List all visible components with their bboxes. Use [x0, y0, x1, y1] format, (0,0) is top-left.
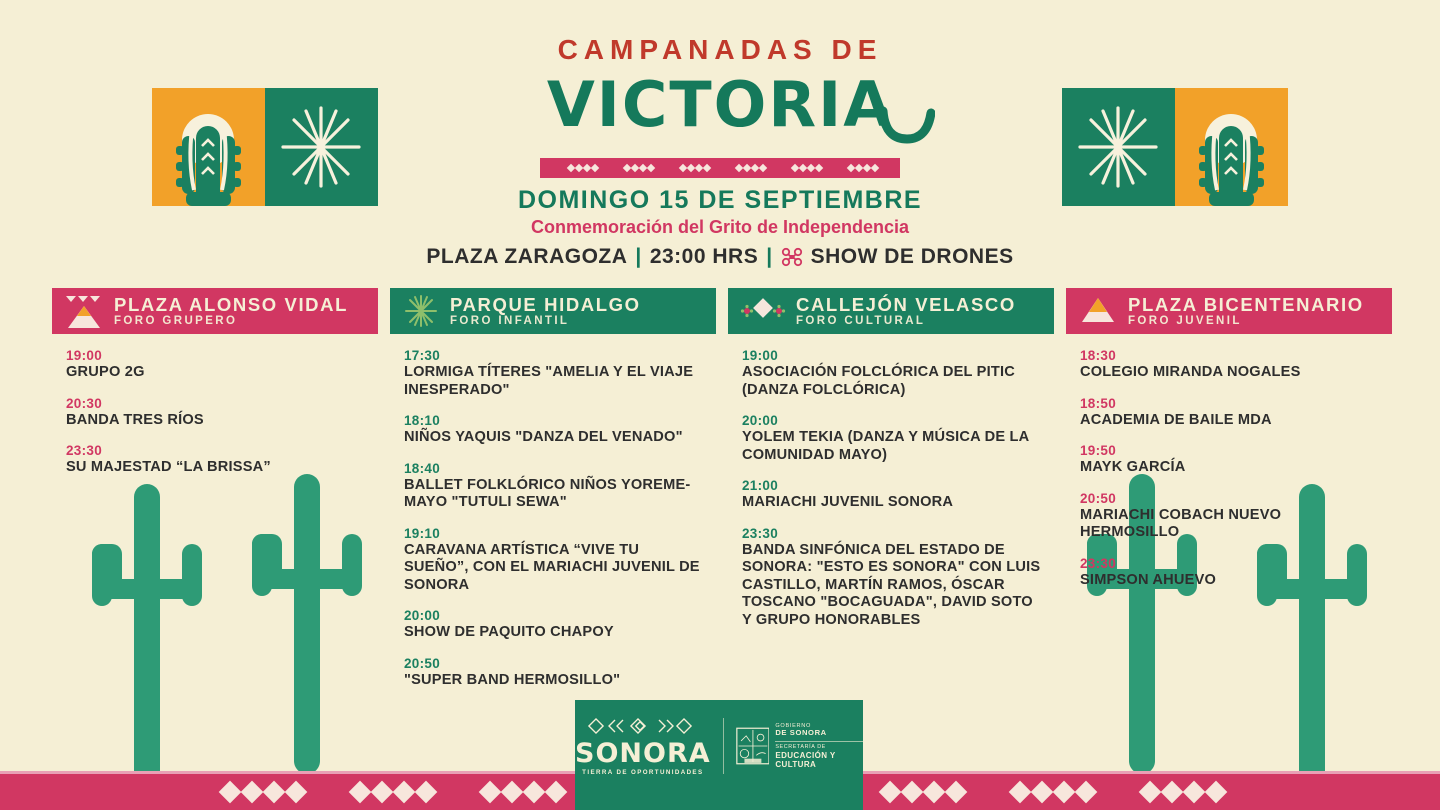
event-act: ASOCIACIÓN FOLCLÓRICA DEL PITIC (DANZA FOLCLÓRICA): [742, 364, 1015, 398]
stage-name: PLAZA BICENTENARIO: [1128, 294, 1364, 316]
venue-separator-2: |: [766, 245, 773, 268]
event-time: 23:30: [66, 443, 103, 458]
footer-logos: [575, 700, 863, 810]
venue-time: 23:00 HRS: [649, 245, 759, 268]
event-act: BALLET FOLKLÓRICO NIÑOS YOREME-MAYO "TUTULI SEWA": [404, 476, 691, 510]
venue-name: PLAZA ZARAGOZA: [426, 245, 628, 268]
poster-title: [0, 34, 1440, 141]
event-act: BANDA SINFÓNICA DEL ESTADO DE SONORA: "ESTO ES SONORA" CON LUIS CASTILLO, MARTÍN RAMOS, ÓSCAR TOSCANO "BOCAGUADA", DAVID SOTO Y GRUPO HONORABLES: [742, 541, 1041, 628]
event-time: 18:40: [404, 460, 441, 476]
event-list: [52, 334, 378, 477]
gobierno-state: DE SONORA: [775, 728, 827, 738]
stage-column-parque-hidalgo: [390, 288, 716, 703]
event-time: 18:50: [1080, 395, 1117, 411]
papel-picado-ribbon-icon: [540, 158, 900, 178]
mountain-icon: [64, 292, 104, 330]
sonora-wordmark: SONORA: [575, 737, 711, 769]
event-time: 23:30: [1080, 555, 1117, 571]
schedule-grid: [52, 288, 1392, 703]
event-act: YOLEM TEKIA (DANZA Y MÚSICA DE LA COMUNIDAD MAYO): [742, 429, 1029, 463]
stage-subtitle: FORO GRUPERO: [114, 314, 238, 327]
event-act: GRUPO 2G: [66, 364, 145, 380]
event-time: 17:30: [404, 348, 441, 363]
diamond-flower-icon: [740, 296, 786, 326]
event-date: DOMINGO 15 DE SEPTIEMBRE: [517, 186, 923, 214]
event-item: [66, 348, 370, 382]
event-item: [1080, 556, 1384, 590]
event-item: [404, 608, 708, 642]
sonora-tagline: TIERRA DE OPORTUNIDADES: [582, 768, 704, 776]
event-item: [1080, 348, 1384, 382]
event-item: [1080, 396, 1384, 430]
sonora-logo: [575, 717, 711, 776]
event-time: 20:50: [1080, 490, 1117, 506]
title-line-top: CAMPANADAS DE: [557, 34, 883, 65]
drone-show-label: SHOW DE DRONES: [810, 245, 1014, 268]
event-act: SU MAJESTAD “LA BRISSA”: [66, 459, 271, 475]
sonora-diamonds-icon: [583, 717, 703, 735]
event-act: SHOW DE PAQUITO CHAPOY: [404, 624, 614, 640]
sonora-state-seal-icon: [736, 724, 770, 768]
event-time: 18:10: [404, 413, 441, 428]
event-act: "SUPER BAND HERMOSILLO": [404, 671, 621, 688]
event-time: 20:50: [404, 655, 441, 671]
event-item: [404, 413, 708, 447]
stage-header: [390, 288, 716, 334]
event-act: LORMIGA TÍTERES "AMELIA Y EL VIAJE INESPERADO": [404, 364, 694, 398]
event-act: MAYK GARCÍA: [1080, 459, 1186, 475]
stage-header: [52, 288, 378, 334]
event-time: 20:00: [742, 413, 779, 428]
event-list: [1066, 334, 1392, 589]
event-time: 19:50: [1080, 443, 1117, 458]
event-time: 18:30: [1080, 348, 1117, 363]
event-item: [742, 348, 1046, 399]
title-swash-icon: [879, 105, 935, 145]
stage-name: PLAZA ALONSO VIDAL: [114, 294, 349, 316]
event-item: [66, 396, 370, 430]
stage-header: [1066, 288, 1392, 334]
event-time: 23:30: [742, 525, 779, 541]
title-word-victoria: VICTORIA: [546, 68, 894, 141]
event-item: [404, 656, 708, 690]
event-item: [404, 526, 708, 595]
stage-subtitle: FORO INFANTIL: [450, 314, 570, 327]
mountain-icon: [1078, 292, 1118, 330]
venue-line: [0, 245, 1440, 269]
drone-icon: [781, 247, 803, 267]
stage-column-plaza-bicentenario: [1066, 288, 1392, 703]
event-act: NIÑOS YAQUIS "DANZA DEL VENADO": [404, 429, 683, 445]
event-item: [66, 443, 370, 477]
event-item: [1080, 491, 1384, 542]
event-act: BANDA TRES RÍOS: [66, 411, 204, 428]
event-time: 20:30: [66, 395, 103, 411]
logo-divider: [723, 718, 724, 774]
event-time: 19:00: [66, 348, 103, 363]
event-act: MARIACHI COBACH NUEVO HERMOSILLO: [1080, 506, 1282, 540]
secretaria-line: SECRETARÍA DE: [775, 744, 826, 751]
gobierno-line: GOBIERNO: [775, 722, 812, 729]
event-time: 19:00: [742, 348, 779, 363]
event-time: 21:00: [742, 478, 779, 493]
event-time: 20:00: [404, 608, 441, 623]
stage-header: [728, 288, 1054, 334]
sec-educacion-logo: [736, 723, 864, 770]
venue-separator-1: |: [635, 245, 642, 268]
event-commemoration: Conmemoración del Grito de Independencia: [530, 217, 910, 237]
event-act: CARAVANA ARTÍSTICA “VIVE TU SUEÑO”, CON EL MARIACHI JUVENIL DE SONORA: [404, 541, 700, 593]
event-item: [742, 526, 1046, 630]
event-act: COLEGIO MIRANDA NOGALES: [1080, 364, 1301, 380]
event-act: ACADEMIA DE BAILE MDA: [1080, 411, 1272, 428]
stage-name: PARQUE HIDALGO: [450, 294, 641, 316]
event-list: [390, 334, 716, 689]
stage-column-plaza-alonso-vidal: [52, 288, 378, 703]
event-details: [0, 186, 1440, 269]
event-item: [404, 461, 708, 512]
stage-subtitle: FORO JUVENIL: [1128, 314, 1242, 327]
stage-subtitle: FORO CULTURAL: [796, 314, 926, 327]
event-item: [742, 478, 1046, 512]
event-item: [1080, 443, 1384, 477]
logo-rule: [775, 741, 863, 742]
firework-burst-icon: [402, 292, 440, 330]
event-act: MARIACHI JUVENIL SONORA: [742, 494, 954, 510]
event-act: SIMPSON AHUEVO: [1080, 571, 1217, 588]
stage-name: CALLEJÓN VELASCO: [796, 294, 1016, 316]
stage-column-callejon-velasco: [728, 288, 1054, 703]
title-line-main: [547, 68, 893, 141]
event-item: [742, 413, 1046, 464]
event-list: [728, 334, 1054, 629]
event-item: [404, 348, 708, 399]
event-time: 19:10: [404, 525, 441, 541]
secretaria-name: EDUCACIÓN Y CULTURA: [775, 750, 836, 769]
